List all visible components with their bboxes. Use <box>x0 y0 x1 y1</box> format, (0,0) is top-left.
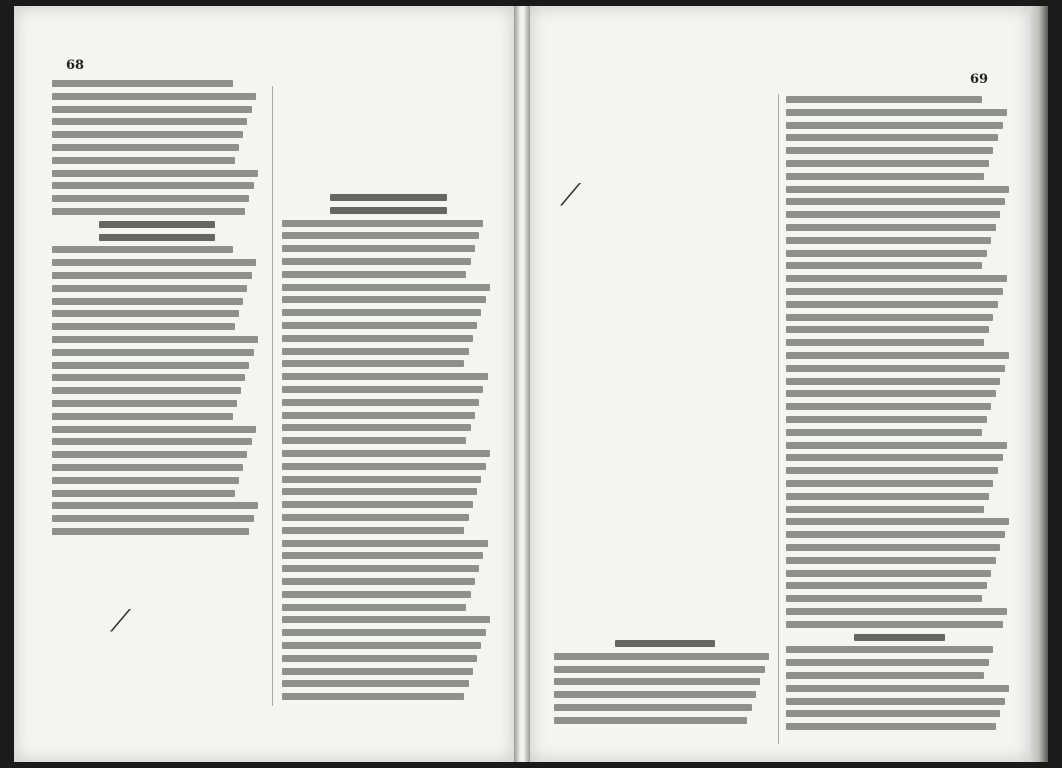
text-line <box>52 349 254 356</box>
text-line <box>52 413 233 420</box>
text-line <box>52 285 247 292</box>
text-line <box>786 160 989 167</box>
text-line <box>282 412 475 419</box>
text-line <box>282 271 466 278</box>
text-line <box>786 365 1005 372</box>
text-line <box>786 403 991 410</box>
text-line <box>554 691 756 698</box>
text-line <box>786 390 996 397</box>
text-line <box>282 578 475 585</box>
text-line <box>786 429 982 436</box>
text-line <box>786 442 1007 449</box>
text-line <box>786 710 1000 717</box>
text-line <box>282 309 481 316</box>
text-line <box>786 659 989 666</box>
text-line <box>282 540 488 547</box>
text-line <box>52 106 252 113</box>
text-line <box>786 301 998 308</box>
text-line <box>786 109 1007 116</box>
section-heading-line <box>99 234 215 241</box>
text-line <box>52 298 243 305</box>
text-line <box>52 131 243 138</box>
column-divider <box>778 94 779 744</box>
text-line <box>786 378 1000 385</box>
text-line <box>52 208 245 215</box>
text-line <box>282 348 469 355</box>
text-line <box>52 182 254 189</box>
text-line <box>786 96 982 103</box>
right-page <box>530 6 1030 762</box>
text-line <box>282 680 469 687</box>
text-line <box>786 352 1009 359</box>
text-line <box>52 246 233 253</box>
text-line <box>282 284 490 291</box>
column-divider <box>272 86 273 706</box>
text-line <box>554 704 752 711</box>
pen-mark: ⟋ <box>110 604 131 639</box>
text-line <box>786 339 984 346</box>
text-line <box>282 668 473 675</box>
text-line <box>786 326 989 333</box>
text-line <box>786 518 1009 525</box>
text-line <box>786 544 1000 551</box>
text-line <box>282 501 473 508</box>
text-line <box>282 437 466 444</box>
section-heading-line <box>99 221 215 228</box>
text-line <box>52 438 252 445</box>
text-line <box>786 147 993 154</box>
text-line <box>282 258 471 265</box>
section-heading-line <box>854 634 945 641</box>
text-line <box>52 362 249 369</box>
text-line <box>786 608 1007 615</box>
text-line <box>786 198 1005 205</box>
text-line <box>786 288 1003 295</box>
text-line <box>282 399 479 406</box>
text-line <box>282 373 488 380</box>
text-line <box>786 595 982 602</box>
section-heading-line <box>615 640 715 647</box>
text-line <box>282 552 483 559</box>
text-line <box>282 642 481 649</box>
text-line <box>786 698 1005 705</box>
text-line <box>282 232 479 239</box>
text-line <box>52 464 243 471</box>
text-line <box>282 450 490 457</box>
text-line <box>282 296 486 303</box>
section-heading-line <box>330 194 447 201</box>
text-line <box>282 245 475 252</box>
text-line <box>282 360 464 367</box>
text-line <box>786 672 984 679</box>
text-line <box>52 528 249 535</box>
text-line <box>52 323 235 330</box>
pen-mark: ⟋ <box>560 178 581 213</box>
text-line <box>786 262 982 269</box>
text-line <box>786 173 984 180</box>
text-line <box>52 272 252 279</box>
text-line <box>52 477 239 484</box>
text-line <box>52 157 235 164</box>
text-line <box>282 463 486 470</box>
text-line <box>786 646 993 653</box>
text-line <box>786 237 991 244</box>
text-line <box>282 693 464 700</box>
text-line <box>786 224 996 231</box>
text-line <box>282 616 490 623</box>
text-line <box>52 195 249 202</box>
text-line <box>52 310 239 317</box>
text-line <box>554 678 760 685</box>
page-number-left: 68 <box>66 58 85 73</box>
text-line <box>786 480 993 487</box>
text-line <box>786 723 996 730</box>
text-line <box>52 374 245 381</box>
text-line <box>52 490 235 497</box>
text-line <box>786 275 1007 282</box>
text-line <box>282 655 477 662</box>
text-line <box>786 557 996 564</box>
text-line <box>282 335 473 342</box>
text-line <box>282 424 471 431</box>
text-line <box>52 336 258 343</box>
text-line <box>282 527 464 534</box>
text-line <box>786 211 1000 218</box>
text-line <box>786 506 984 513</box>
book-spine <box>514 6 530 762</box>
section-heading-line <box>330 207 447 214</box>
text-line <box>786 570 991 577</box>
text-line <box>786 186 1009 193</box>
text-line <box>786 582 987 589</box>
text-line <box>282 604 466 611</box>
text-line <box>786 416 987 423</box>
text-line <box>52 144 239 151</box>
text-line <box>554 717 747 724</box>
text-line <box>282 220 483 227</box>
text-line <box>52 93 256 100</box>
text-line <box>52 259 256 266</box>
text-line <box>282 565 479 572</box>
text-line <box>786 621 1003 628</box>
left-page <box>14 6 514 762</box>
text-line <box>282 591 471 598</box>
page-edge <box>1030 6 1048 762</box>
text-line <box>786 493 989 500</box>
text-line <box>282 476 481 483</box>
text-line <box>52 400 237 407</box>
page-number-right: 69 <box>970 72 989 87</box>
text-line <box>52 502 258 509</box>
text-line <box>554 653 769 660</box>
text-line <box>52 387 241 394</box>
text-line <box>282 514 469 521</box>
text-line <box>52 451 247 458</box>
text-line <box>786 314 993 321</box>
text-line <box>52 118 247 125</box>
text-line <box>52 515 254 522</box>
text-line <box>786 250 987 257</box>
text-line <box>282 488 477 495</box>
text-line <box>786 122 1003 129</box>
text-line <box>786 467 998 474</box>
text-line <box>786 531 1005 538</box>
text-line <box>52 426 256 433</box>
text-line <box>786 134 998 141</box>
text-line <box>52 170 258 177</box>
text-line <box>554 666 765 673</box>
text-line <box>786 454 1003 461</box>
text-line <box>282 386 483 393</box>
text-line <box>786 685 1009 692</box>
text-line <box>282 629 486 636</box>
text-line <box>52 80 233 87</box>
text-line <box>282 322 477 329</box>
